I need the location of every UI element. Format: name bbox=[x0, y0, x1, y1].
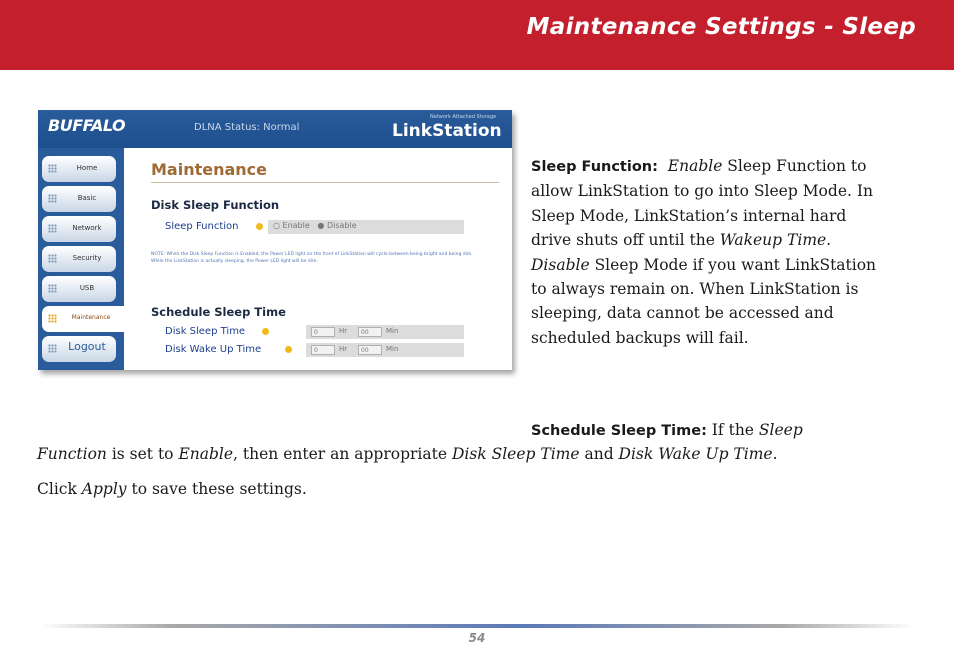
grid-icon bbox=[48, 224, 57, 233]
brand-tagline: Network Attached Storage bbox=[430, 114, 497, 120]
footer-divider bbox=[40, 624, 915, 628]
grid-icon bbox=[48, 194, 57, 203]
apply-paragraph bbox=[37, 477, 917, 501]
apply-term: Apply bbox=[81, 480, 127, 498]
nav-home-button[interactable] bbox=[42, 156, 116, 182]
schedule-heading: Schedule Sleep Time bbox=[151, 305, 286, 319]
nav-label: Maintenance bbox=[71, 314, 111, 321]
disk-sleep-heading: Disk Sleep Function bbox=[151, 198, 280, 212]
apply-text-2: to save these settings. bbox=[126, 480, 307, 498]
enable-label: Enable bbox=[282, 221, 310, 230]
lightbulb-icon bbox=[285, 346, 292, 353]
sleep-function-text-2: Sleep Mode if you want LinkStation to always remain on. When LinkStation is sleeping, data cannot be accessed and scheduled backups will fail. bbox=[531, 255, 877, 347]
maintenance-title: Maintenance bbox=[151, 160, 268, 179]
nav-label: USB bbox=[79, 284, 95, 292]
sleep-minute-select[interactable]: 00 bbox=[358, 327, 382, 337]
buffalo-logo: BUFFALO bbox=[48, 116, 126, 135]
linkstation-maintenance-screenshot bbox=[38, 110, 512, 370]
schedule-text-5: . bbox=[772, 445, 778, 463]
sleep-function-paragraph bbox=[531, 154, 891, 350]
nav-usb-button[interactable] bbox=[42, 276, 116, 302]
enable-term: Enable bbox=[178, 445, 234, 463]
sleep-function-lead: Sleep Function: bbox=[531, 159, 658, 175]
grid-icon bbox=[48, 344, 57, 353]
sleep-function-radio-group bbox=[268, 220, 464, 234]
nav-label: Home bbox=[76, 164, 98, 172]
disk-sleep-time-label: Disk Sleep Time bbox=[165, 326, 246, 337]
disable-term: Disable bbox=[531, 255, 590, 274]
grid-icon bbox=[48, 314, 57, 323]
sleep-note: NOTE: When the Disk Sleep Function is Enabled, the Power LED light on the front of LinkStation will cycle between being bright and being dim. While the LinkStation is actually sleeping, the Power LED light will be dim. bbox=[151, 252, 473, 264]
wake-minute-select[interactable]: 00 bbox=[358, 345, 382, 355]
disk-sleep-time-term: Disk Sleep Time bbox=[451, 445, 580, 463]
nav-label: Basic bbox=[77, 194, 97, 202]
lightbulb-icon bbox=[256, 223, 263, 230]
disable-label: Disable bbox=[326, 221, 357, 230]
page-header-bar bbox=[0, 0, 954, 70]
wake-hour-select[interactable]: 0 bbox=[311, 345, 335, 355]
grid-icon bbox=[48, 164, 57, 173]
nav-network-button[interactable] bbox=[42, 216, 116, 242]
screenshot-top-bar bbox=[38, 110, 512, 148]
schedule-text-2: is set to bbox=[106, 445, 179, 463]
nav-logout-button[interactable] bbox=[42, 336, 116, 362]
function-term: Function bbox=[37, 445, 107, 463]
title-divider bbox=[151, 182, 499, 183]
schedule-lead: Schedule Sleep Time: bbox=[531, 423, 707, 439]
sleep-term: Sleep bbox=[758, 421, 803, 439]
sleep-function-label: Sleep Function bbox=[165, 221, 239, 232]
disk-wake-up-time-term: Disk Wake Up Time bbox=[618, 445, 773, 463]
schedule-text-1: If the bbox=[706, 421, 759, 439]
grid-icon bbox=[48, 284, 57, 293]
apply-text-1: Click bbox=[37, 480, 82, 498]
schedule-paragraph-line2 bbox=[37, 442, 917, 466]
page-title: Maintenance Settings - Sleep bbox=[526, 14, 916, 40]
screenshot-sidebar bbox=[38, 148, 124, 370]
sleep-function-text-1: Sleep Function to allow LinkStation to go into Sleep Mode. In Sleep Mode, LinkStation’s internal hard drive shuts off until the bbox=[531, 157, 873, 250]
sleep-hour-select[interactable]: 0 bbox=[311, 327, 335, 337]
nav-security-button[interactable] bbox=[42, 246, 116, 272]
schedule-text-3: , then enter an appropriate bbox=[233, 445, 452, 463]
nav-maintenance-button[interactable] bbox=[42, 306, 124, 332]
wakeup-time-term: Wakeup Time. bbox=[719, 231, 832, 250]
grid-icon bbox=[48, 254, 57, 263]
enable-term: Enable bbox=[667, 157, 723, 175]
hr-unit: Hr bbox=[339, 327, 348, 335]
min-unit: Min bbox=[386, 327, 399, 335]
schedule-paragraph-line1 bbox=[531, 418, 931, 443]
disk-sleep-time-field bbox=[306, 325, 464, 339]
disk-wake-up-time-label: Disk Wake Up Time bbox=[165, 344, 262, 355]
disk-wake-up-time-field bbox=[306, 343, 464, 357]
nav-label: Network bbox=[72, 224, 102, 232]
schedule-text-4: and bbox=[579, 445, 619, 463]
linkstation-logo: LinkStation bbox=[392, 121, 502, 141]
nav-label: Logout bbox=[68, 340, 106, 353]
min-unit: Min bbox=[386, 345, 399, 353]
lightbulb-icon bbox=[262, 328, 269, 335]
page-number: 54 bbox=[468, 631, 486, 645]
nav-label: Security bbox=[72, 254, 102, 262]
hr-unit: Hr bbox=[339, 345, 348, 353]
enable-radio[interactable]: ○ Enable ● Disable bbox=[273, 221, 357, 230]
dlna-status: DLNA Status: Normal bbox=[194, 122, 300, 133]
nav-basic-button[interactable] bbox=[42, 186, 116, 212]
